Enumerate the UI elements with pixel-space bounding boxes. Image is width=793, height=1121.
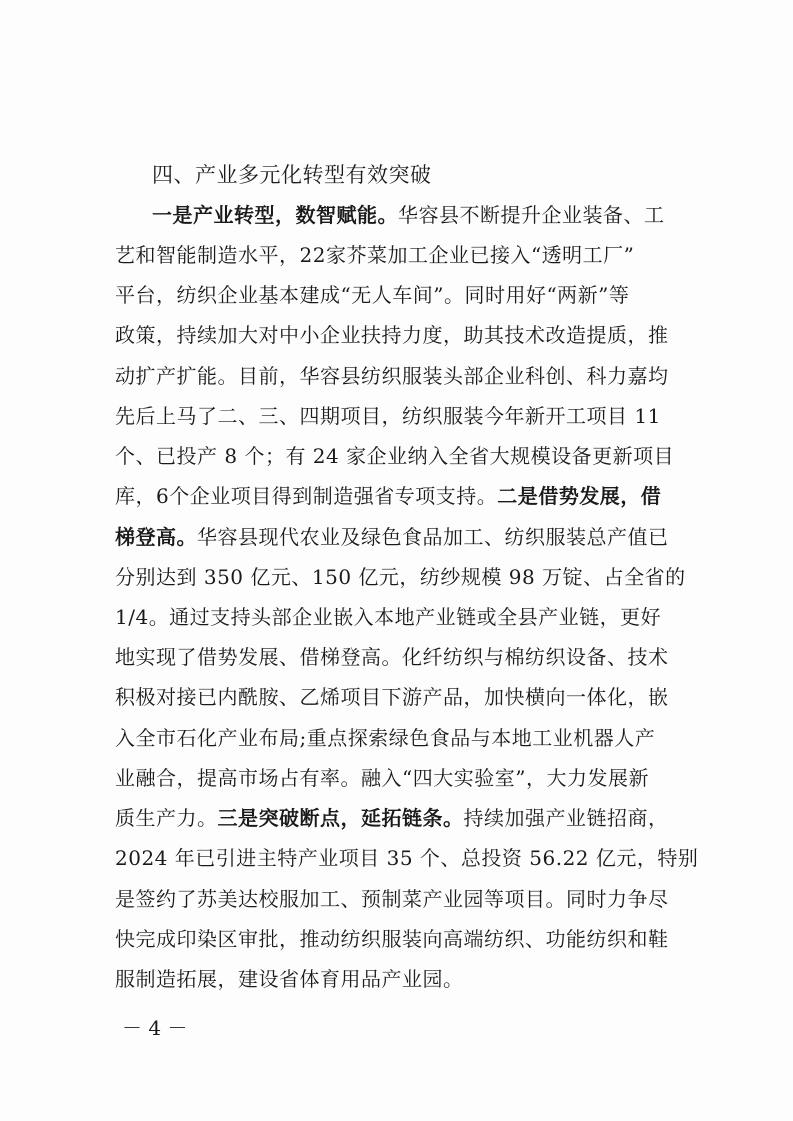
line-text: 快完成印染区审批，推动纺织服装向高端纺织、功能纺织和鞋 — [115, 927, 669, 951]
text-line — [115, 481, 661, 511]
line-text: 入全市石化产业布局;重点探索绿色食品与本地工业机器人产 — [115, 726, 656, 750]
line-text: 业融合，提高市场占有率。融入“四大实验室”，大力发展新 — [115, 766, 649, 790]
section-heading: 四、产业多元化转型有效突破 — [152, 163, 432, 187]
text-line — [115, 441, 674, 471]
line-text: 动扩产扩能。目前，华容县纺织服装头部企业科创、科力嘉均 — [115, 364, 669, 388]
line-text: 平台，纺织企业基本建成“无人车间”。同时用好“两新”等 — [115, 283, 630, 307]
line-text: 先后上马了二、三、四期项目，纺织服装今年新开工项目 11 — [115, 404, 661, 428]
text-line — [115, 401, 661, 431]
line-text: 华容县不断提升企业装备、工 — [398, 203, 665, 227]
line-text: 质生产力。 — [115, 806, 218, 830]
line-text: 1/4。通过支持头部企业嵌入本地产业链或全县产业链，更好 — [115, 605, 662, 629]
page-number: － 4 － — [122, 1016, 188, 1040]
line-text: 华容县现代农业及绿色食品加工、纺织服装总产值已 — [197, 525, 669, 549]
text-line — [115, 240, 634, 270]
text-line — [115, 884, 669, 914]
text-line — [115, 522, 669, 552]
line-text: 个、已投产 8 个；有 24 家企业纳入全省大规模设备更新项目 — [115, 444, 675, 468]
bold-lead: 二是借势发展，借 — [497, 484, 662, 508]
line-text: 库，6个企业项目得到制造强省专项支持。 — [115, 484, 498, 508]
text-line — [115, 361, 669, 391]
line-text: 2024 年已引进主特产业项目 35 个、总投资 56.22 亿元，特别 — [115, 846, 699, 870]
text-line — [115, 843, 698, 873]
line-text: 服制造拓展，建设省体育用品产业园。 — [115, 967, 464, 991]
text-line — [115, 602, 661, 632]
text-line — [115, 682, 669, 712]
line-text: 是签约了苏美达校服加工、预制菜产业园等项目。同时力争尽 — [115, 887, 669, 911]
text-line — [115, 642, 669, 672]
line-text: 政策，持续加大对中小企业扶持力度，助其技术改造提质，推 — [115, 323, 669, 347]
text-line — [115, 964, 464, 994]
text-line — [115, 280, 629, 310]
line-text: 积极对接已内酰胺、乙烯项目下游产品，加快横向一体化，嵌 — [115, 685, 669, 709]
line-text: 地实现了借势发展、借梯登高。化纤纺织与棉纺织设备、技术 — [115, 645, 669, 669]
bold-lead: 三是突破断点，延拓链条。 — [217, 806, 464, 830]
bold-lead: 一是产业转型，数智赋能。 — [152, 203, 398, 227]
line-text: 分别达到 350 亿元、150 亿元，纺纱规模 98 万锭、占全省的 — [115, 565, 686, 589]
text-line — [115, 763, 649, 793]
line-text: 持续加强产业链招商， — [463, 806, 669, 830]
text-line — [115, 723, 655, 753]
text-line — [115, 803, 669, 833]
text-line — [115, 562, 686, 592]
text-line — [115, 924, 669, 954]
text-line — [115, 320, 669, 350]
text-line — [152, 200, 665, 230]
bold-lead: 梯登高。 — [115, 525, 197, 549]
line-text: 艺和智能制造水平，22家芥菜加工企业已接入“透明工厂” — [115, 243, 635, 267]
